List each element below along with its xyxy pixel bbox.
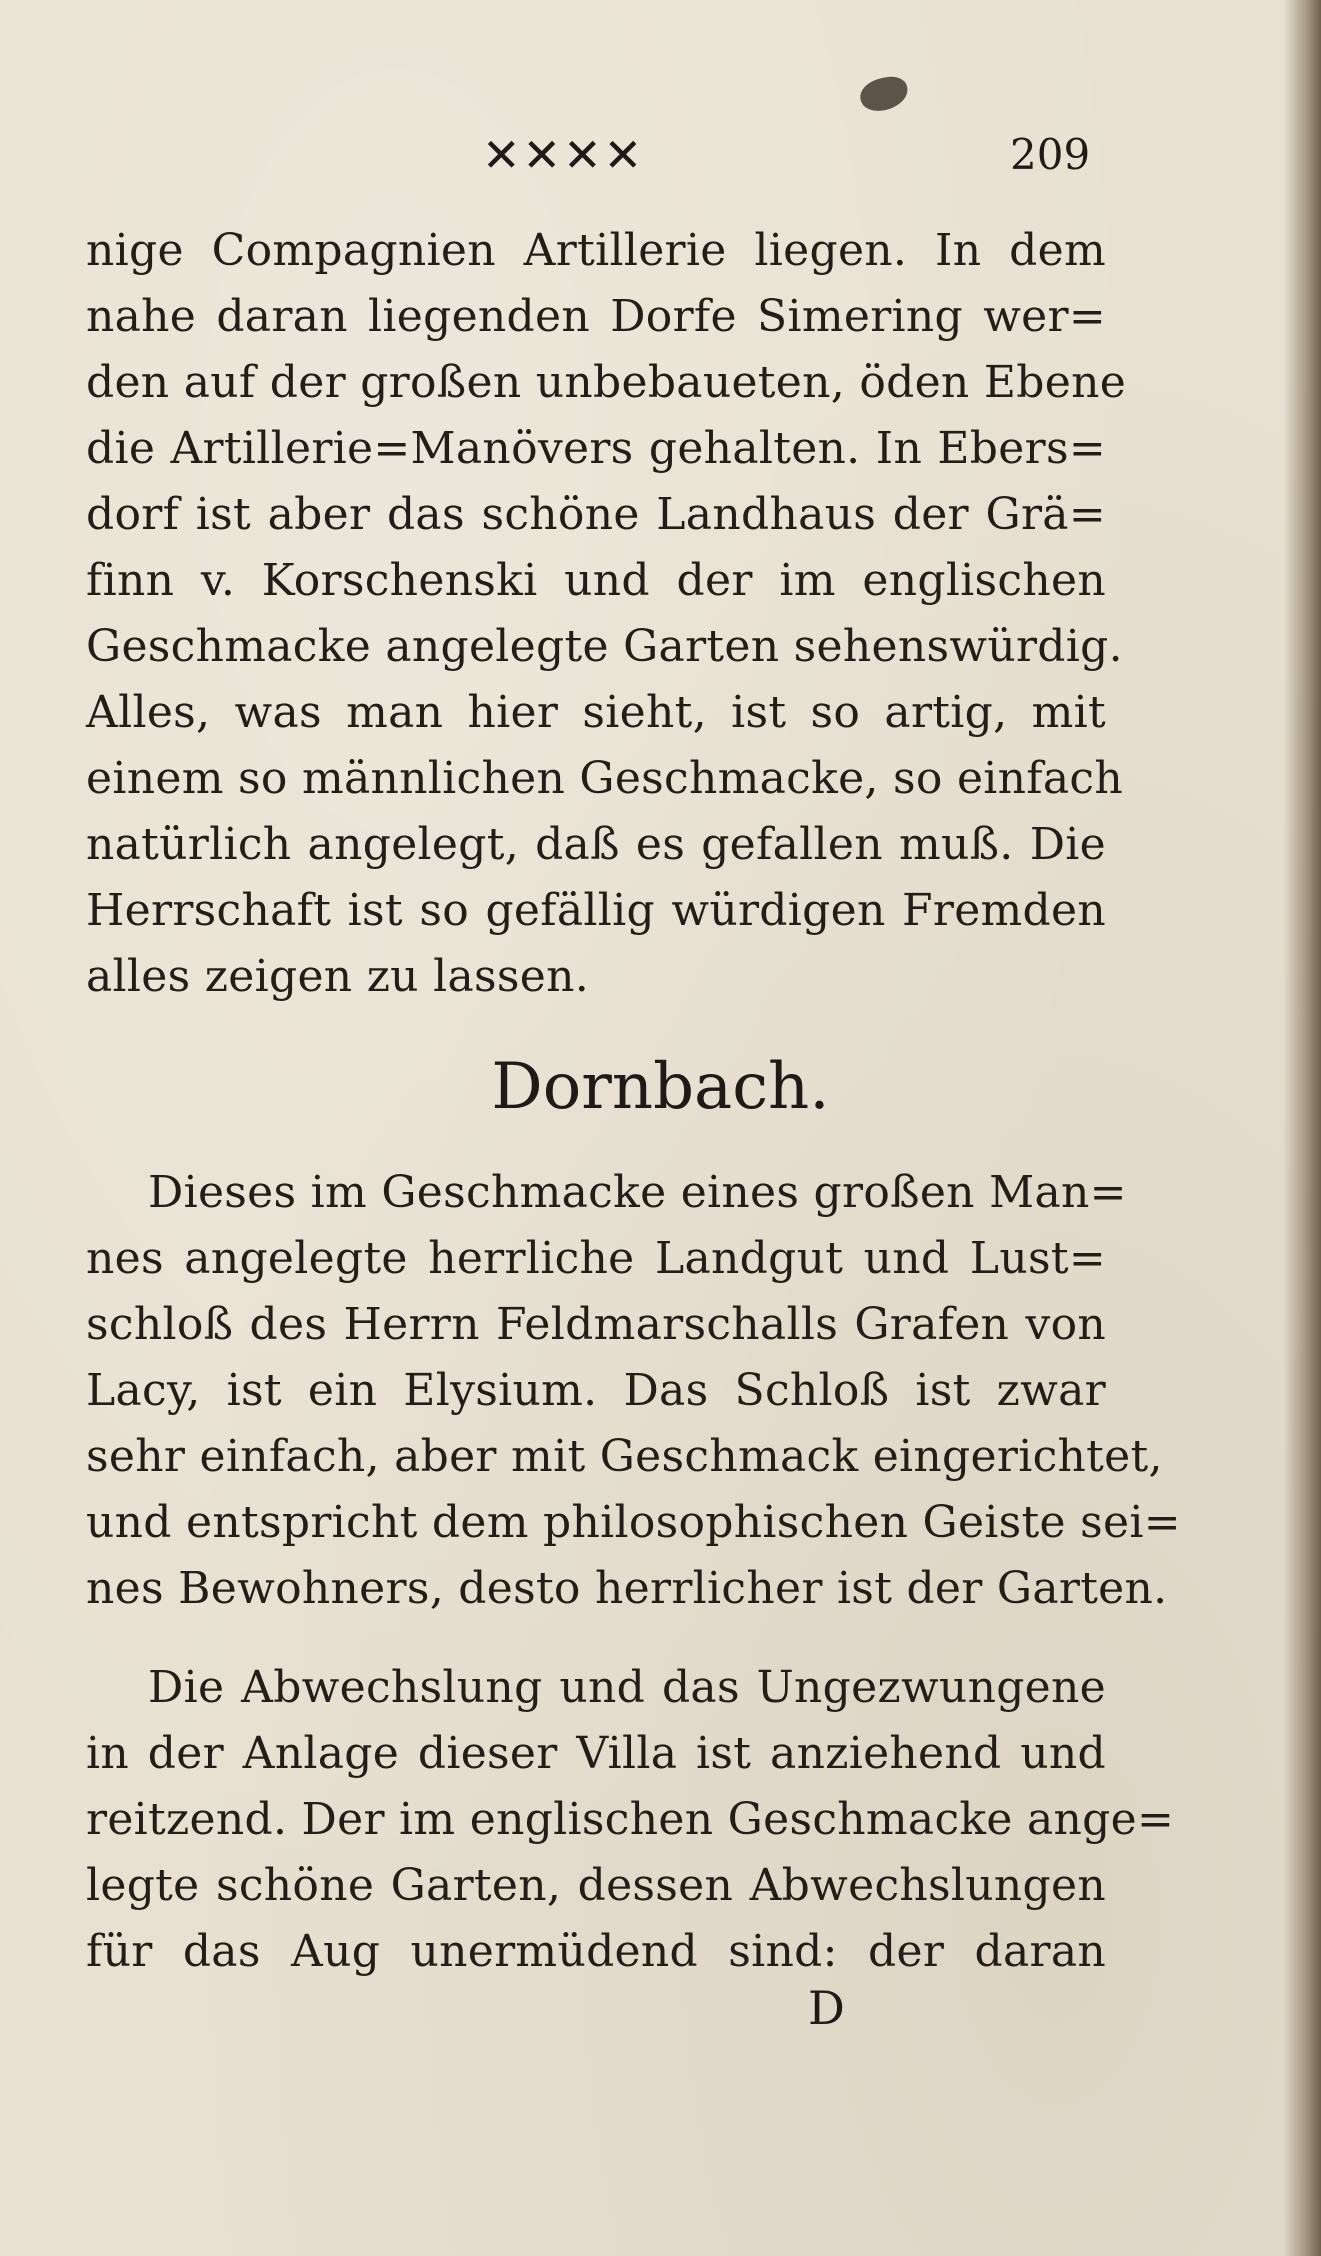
text-line: Geschmacke angelegte Garten sehenswürdig. bbox=[86, 621, 1123, 672]
text-line: Herrschaft ist so gefällig würdigen Fremden bbox=[86, 885, 1106, 936]
text-line: sehr einfach, aber mit Geschmack eingerichtet, bbox=[86, 1431, 1163, 1482]
paragraph-dornbach bbox=[86, 1160, 1181, 1622]
text-line: einem so männlichen Geschmacke, so einfach bbox=[86, 753, 1123, 804]
text-line: schloß des Herrn Feldmarschalls Grafen von bbox=[86, 1299, 1106, 1350]
page-number: 209 bbox=[1010, 130, 1091, 179]
text-line: Alles, was man hier sieht, ist so artig, mit bbox=[86, 687, 1106, 738]
text-line: dorf ist aber das schöne Landhaus der Grä= bbox=[86, 489, 1106, 540]
ink-smudge bbox=[857, 73, 911, 114]
text-line: Die Abwechslung und das Ungezwungene bbox=[148, 1662, 1106, 1713]
text-line: alles zeigen zu lassen. bbox=[86, 951, 590, 1002]
catchword: D bbox=[808, 1981, 845, 2035]
text-line: reitzend. Der im englischen Geschmacke ange= bbox=[86, 1794, 1175, 1845]
paragraph-villa bbox=[86, 1655, 1175, 1985]
text-line: legte schöne Garten, dessen Abwechslungen bbox=[86, 1860, 1106, 1911]
section-heading: Dornbach. bbox=[491, 1050, 830, 1124]
text-line: nige Compagnien Artillerie liegen. In dem bbox=[86, 225, 1106, 276]
text-line: für das Aug unermüdend sind: der daran bbox=[86, 1926, 1106, 1977]
text-line: natürlich angelegt, daß es gefallen muß. Die bbox=[86, 819, 1106, 870]
text-line: nes angelegte herrliche Landgut und Lust= bbox=[86, 1233, 1106, 1284]
text-line: nes Bewohners, desto herrlicher ist der Garten. bbox=[86, 1563, 1168, 1614]
text-line: den auf der großen unbebaueten, öden Ebene bbox=[86, 357, 1127, 408]
paragraph-artillerie bbox=[86, 218, 1127, 1010]
header-ornament: ✕✕✕✕ bbox=[482, 128, 645, 182]
text-line: und entspricht dem philosophischen Geiste sei= bbox=[86, 1497, 1181, 1548]
text-line: finn v. Korschenski und der im englischen bbox=[86, 555, 1106, 606]
page-edge-shadow bbox=[1283, 0, 1321, 2256]
page-header bbox=[0, 130, 1321, 190]
text-line: Lacy, ist ein Elysium. Das Schloß ist zwar bbox=[86, 1365, 1106, 1416]
text-line: Dieses im Geschmacke eines großen Man= bbox=[148, 1167, 1127, 1218]
text-line: in der Anlage dieser Villa ist anziehend und bbox=[86, 1728, 1106, 1779]
text-line: nahe daran liegenden Dorfe Simering wer= bbox=[86, 291, 1106, 342]
text-line: die Artillerie=Manövers gehalten. In Ebers= bbox=[86, 423, 1106, 474]
